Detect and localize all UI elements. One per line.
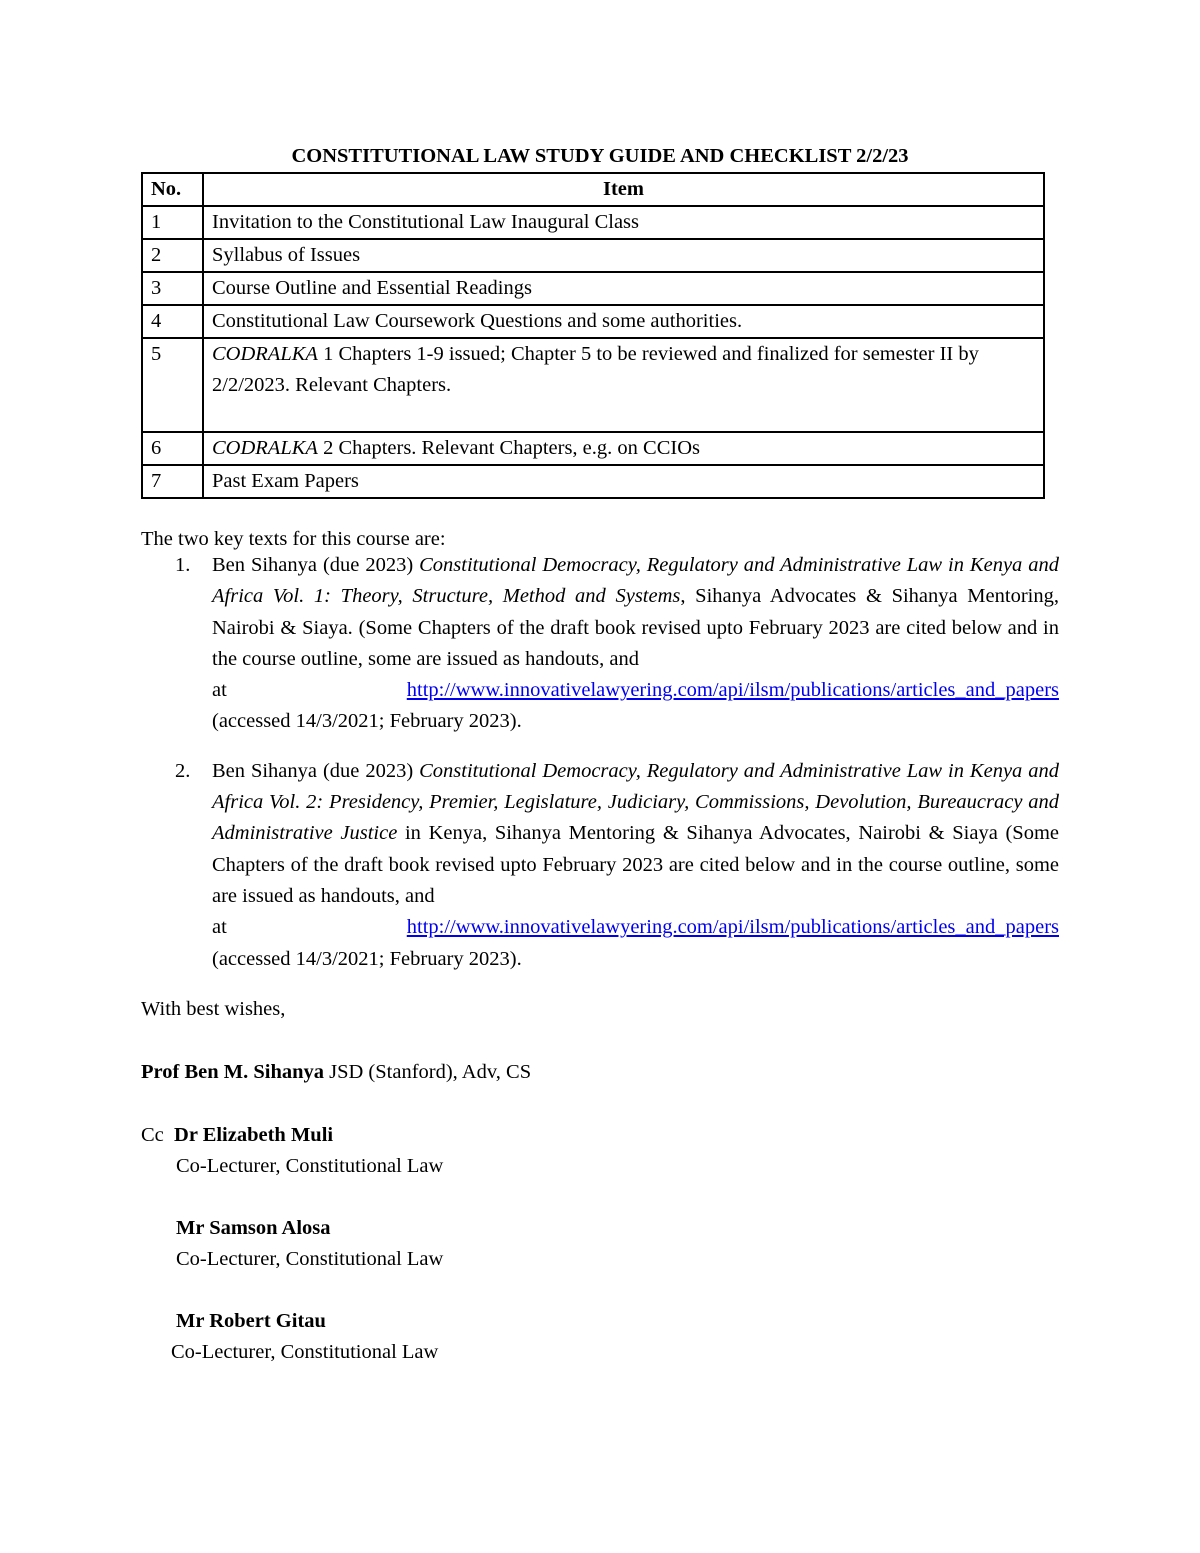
cc-person-role: Co-Lecturer, Constitutional Law (176, 1155, 444, 1177)
header-item: Item (203, 173, 1044, 206)
row-number: 4 (142, 305, 203, 338)
reference-number: 1. (175, 554, 191, 576)
key-texts-intro: The two key texts for this course are: (141, 528, 446, 550)
list-item (141, 550, 1059, 738)
cc-line (141, 1120, 333, 1151)
reference-author: Ben Sihanya (due 2023) (212, 759, 420, 782)
closing-line: With best wishes, (141, 998, 286, 1020)
row-item (203, 432, 1044, 465)
cc-person-name: Dr Elizabeth Muli (174, 1124, 334, 1146)
row-number: 7 (142, 465, 203, 498)
reference-at: at (212, 916, 227, 939)
reference-publisher: , Sihanya Advocates & Sihanya Mentoring, Nairobi & Siaya. (Some Chapters of the draft book revised upto February 2023 are cited below and in the course outline, some are issued as handouts, and (212, 585, 1059, 670)
row-number: 3 (142, 272, 203, 305)
row-item: Constitutional Law Coursework Questions and some authorities. (203, 305, 1044, 338)
row-item: Syllabus of Issues (203, 239, 1044, 272)
reference-at: at (212, 679, 227, 702)
reference-title: Constitutional Democracy, Regulatory and Administrative Law in Kenya and Africa Vol. 1: Theory, Structure, Method and Systems (212, 554, 1059, 608)
cc-person-name-text: Mr Robert Gitau (176, 1310, 326, 1332)
row-item: Course Outline and Essential Readings (203, 272, 1044, 305)
header-no: No. (142, 173, 203, 206)
reference-author: Ben Sihanya (due 2023) (212, 554, 420, 576)
table-row (142, 338, 1044, 432)
reference-accessed: (accessed 14/3/2021; February 2023). (212, 710, 522, 733)
table-row (142, 465, 1044, 498)
table-row (142, 206, 1044, 239)
signer-credentials: JSD (Stanford), Adv, CS (324, 1061, 532, 1083)
cc-person-name (176, 1213, 331, 1244)
table-row (142, 272, 1044, 305)
cc-person-role: Co-Lecturer, Constitutional Law (171, 1341, 439, 1363)
cc-label: Cc (141, 1124, 164, 1146)
table-row (142, 305, 1044, 338)
reference-accessed: (accessed 14/3/2021; February 2023). (212, 947, 522, 970)
reference-link-line (212, 675, 1059, 706)
row-item-italic: CODRALKA (212, 437, 318, 459)
row-number: 6 (142, 432, 203, 465)
document-title: CONSTITUTIONAL LAW STUDY GUIDE AND CHECKLIST 2/2/23 (291, 145, 909, 167)
cc-person-name (176, 1306, 326, 1337)
row-item (203, 338, 1044, 432)
signer-name: Prof Ben M. Sihanya (141, 1061, 324, 1083)
row-item-text: 2 Chapters. Relevant Chapters, e.g. on CCIOs (317, 437, 700, 459)
row-item-text: 1 Chapters 1-9 issued; Chapter 5 to be reviewed and finalized for semester II by 2/2/2023. Relevant Chapters. (212, 343, 979, 396)
list-item (141, 756, 1059, 975)
cc-person-role: Co-Lecturer, Constitutional Law (176, 1248, 444, 1270)
signer-line (141, 1058, 531, 1086)
row-number: 1 (142, 206, 203, 239)
row-item-italic: CODRALKA (212, 343, 318, 365)
table-row (142, 239, 1044, 272)
reference-link-line (212, 912, 1059, 943)
row-number: 2 (142, 239, 203, 272)
reference-number: 2. (175, 759, 191, 782)
reference-title: Constitutional Democracy, Regulatory and Administrative Law in Kenya and Africa Vol. 2: Presidency, Premier, Legislature, Judiciary, Commissions, Devolution, Bureaucracy and Administrative Justice (212, 759, 1059, 845)
reference-link[interactable]: http://www.innovativelawyering.com/api/ilsm/publications/articles_and_papers (406, 916, 1059, 939)
table-header-row (142, 173, 1044, 206)
reference-link[interactable]: http://www.innovativelawyering.com/api/ilsm/publications/articles_and_papers (406, 679, 1059, 702)
checklist-table (141, 172, 1045, 499)
table-row (142, 432, 1044, 465)
row-number: 5 (142, 338, 203, 432)
cc-person-name-text: Mr Samson Alosa (176, 1217, 331, 1239)
reference-publisher: in Kenya, Sihanya Mentoring & Sihanya Advocates, Nairobi & Siaya (Some Chapters of the draft book revised upto February 2023 are cited below and in the course outline, some are issued as handouts, and (212, 822, 1059, 907)
row-item: Invitation to the Constitutional Law Inaugural Class (203, 206, 1044, 239)
reference-list (141, 550, 1059, 975)
row-item: Past Exam Papers (203, 465, 1044, 498)
